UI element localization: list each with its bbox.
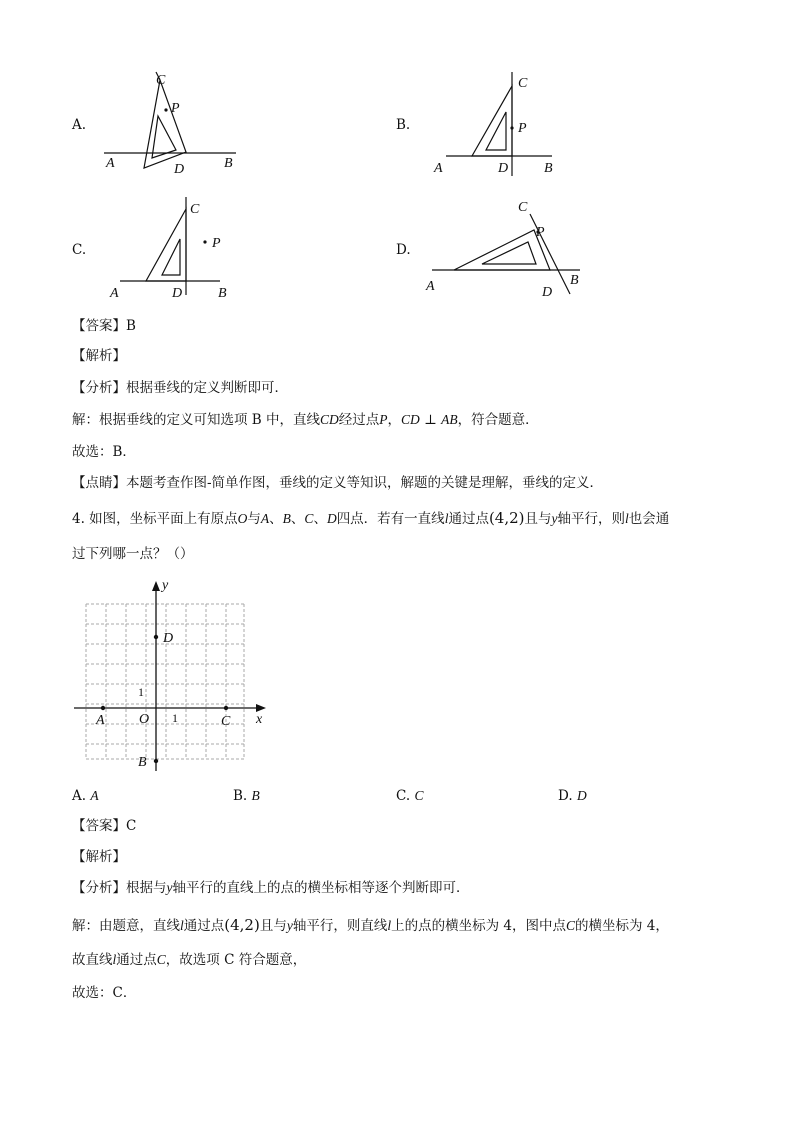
option-label: A. (72, 788, 87, 804)
axis-y: y (286, 918, 293, 933)
point-b-label: B (544, 161, 553, 176)
grid (86, 604, 244, 759)
point-d-label: D (498, 161, 509, 176)
origin-label: O (139, 712, 150, 727)
point-p: P (379, 412, 388, 427)
figure-option-b (430, 68, 570, 180)
figure-option-a (96, 66, 246, 180)
line-l: l (625, 511, 629, 526)
stem-text: 且与 (524, 511, 552, 527)
solution-text: ，故选项 C 符合题意， (165, 952, 307, 968)
line-ab: AB (441, 412, 458, 427)
line-l: l (444, 511, 449, 526)
option-d-label: D. (396, 242, 411, 258)
point-d: D (326, 511, 337, 526)
x-axis-label: x (256, 712, 263, 727)
q3-dianjing: 【点睛】本题考查作图-简单作图，垂线的定义等知识，解题的关键是理解，垂线的定义． (72, 475, 604, 491)
point-a-label: A (110, 286, 119, 301)
x-tick-1: 1 (172, 711, 178, 725)
option-b-label: B. (396, 117, 411, 133)
solution-text: 故直线 (72, 952, 113, 968)
stem-text: 通过点 (448, 511, 489, 527)
solution-text: 上的点的横坐标为 4，图中点 (391, 918, 566, 934)
point-d-dot (154, 635, 158, 639)
coordinate: (4,2) (488, 509, 525, 527)
stem-text: 轴平行，则 (557, 511, 626, 527)
stem-text: 4. 如图，坐标平面上有原点 (72, 511, 238, 527)
point-b-label: B (570, 273, 579, 288)
line-l: l (112, 952, 117, 967)
option-label: C. (396, 788, 411, 804)
point-p-label: P (171, 101, 180, 116)
solution-text: 轴平行，则直线 (292, 918, 388, 934)
q4-solution-line2 (72, 951, 306, 969)
separator: 、 (269, 511, 283, 527)
stem-text: 与 (247, 511, 261, 527)
option-c-label: C. (72, 242, 87, 258)
point-b-label: B (218, 286, 227, 301)
line-l: l (387, 918, 392, 933)
point-c-dot (224, 706, 228, 710)
point-a: A (260, 511, 270, 526)
solution-text: 通过点 (183, 918, 225, 934)
line-cd: CD (320, 412, 339, 427)
coordinate: (4,2) (224, 916, 260, 934)
point-c: C (156, 952, 166, 967)
solution-text: 的横坐标为 4， (575, 918, 669, 934)
option-value: B (251, 788, 260, 803)
axis-y: y (551, 511, 558, 526)
perpendicular-symbol: ⊥ (419, 412, 442, 428)
fenxi-text: 【分析】根据与 (72, 880, 167, 896)
point-a-label: A (106, 156, 115, 171)
q4-fenxi (72, 879, 470, 897)
q4-solution-line1 (72, 916, 669, 935)
solution-text: 经过点 (338, 412, 380, 428)
comma: ， (387, 412, 402, 428)
q4-option-a (72, 787, 99, 805)
point-o: O (237, 511, 248, 526)
y-axis-label: y (162, 578, 169, 593)
q4-choose: 故选：C． (72, 985, 137, 1001)
fenxi-text: 轴平行的直线上的点的横坐标相等逐个判断即可． (172, 880, 470, 896)
q4-option-d (558, 787, 587, 805)
option-label: D. (558, 788, 573, 804)
point-a-label: A (96, 713, 105, 728)
point-d-label: D (174, 162, 185, 177)
point-p-label: P (212, 236, 221, 251)
point-b-label: B (138, 755, 147, 770)
stem-text: 也会通 (628, 511, 670, 527)
figure-option-d (420, 196, 590, 304)
option-label: B. (233, 788, 248, 804)
coordinate-plane-figure (70, 575, 275, 775)
point-c-label: C (221, 714, 231, 729)
point-a-dot (101, 706, 105, 710)
point-p-label: P (518, 121, 527, 136)
q4-option-b (233, 787, 260, 805)
q4-option-c (396, 787, 423, 805)
q3-answer: 【答案】B (72, 318, 136, 334)
option-value: D (576, 788, 587, 803)
point-c-label: C (518, 76, 528, 91)
solution-text: 且与 (259, 918, 287, 934)
q3-analysis-heading: 【解析】 (72, 348, 126, 364)
q4-stem-line1 (72, 509, 669, 528)
point-p-label: P (536, 225, 545, 240)
option-value: A (90, 788, 99, 803)
point-a-label: A (426, 279, 435, 294)
point-c-label: C (518, 200, 528, 215)
separator: 、 (290, 511, 305, 527)
axis-y: y (166, 880, 173, 895)
separator: 、 (313, 511, 327, 527)
line-l: l (180, 918, 184, 933)
point-d-label: D (172, 286, 183, 301)
y-tick-1: 1 (138, 685, 144, 699)
q4-stem-line2: 过下列哪一点？（） (72, 546, 194, 562)
x-axis-arrow (256, 704, 266, 712)
point-d-label: D (163, 631, 174, 646)
option-value: C (414, 788, 424, 803)
line-cd: CD (401, 412, 420, 427)
figure-option-c (104, 195, 244, 305)
solution-text: ，符合题意． (457, 412, 539, 428)
solution-text: 解：根据垂线的定义可知选项 B 中，直线 (72, 412, 321, 428)
point-d-label: D (542, 285, 553, 300)
point-b-dot (154, 759, 158, 763)
q3-choose: 故选：B． (72, 444, 136, 460)
point-c-label: C (156, 73, 166, 88)
q4-answer: 【答案】C (72, 818, 137, 834)
point-c: C (565, 918, 575, 933)
stem-text: 四点．若有一直线 (336, 511, 445, 527)
solution-text: 通过点 (116, 952, 157, 968)
q3-solution (72, 411, 539, 429)
point-a-label: A (434, 161, 443, 176)
option-a-label: A. (72, 117, 87, 133)
q3-fenxi: 【分析】根据垂线的定义判断即可． (72, 380, 288, 396)
y-axis-arrow (152, 581, 160, 591)
solution-text: 解：由题意，直线 (72, 918, 180, 934)
q4-analysis-heading: 【解析】 (72, 849, 126, 865)
point-b: B (282, 511, 291, 526)
point-c-label: C (190, 202, 200, 217)
point-c: C (304, 511, 314, 526)
point-b-label: B (224, 156, 233, 171)
